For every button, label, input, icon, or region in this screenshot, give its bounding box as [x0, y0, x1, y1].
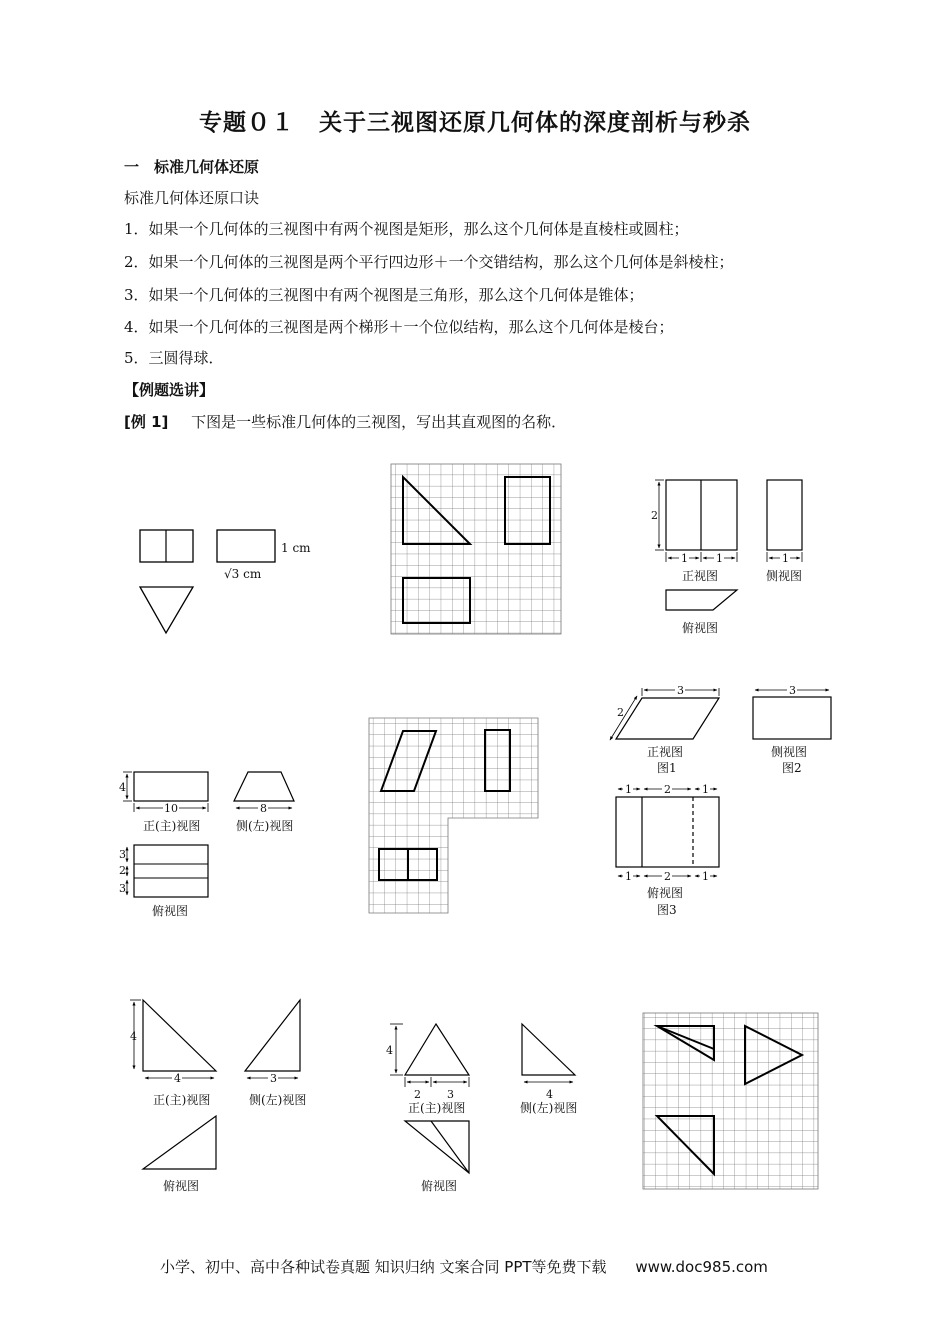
- section-heading: 一 标准几何体还原: [124, 158, 260, 176]
- f8-b: 3: [447, 1088, 454, 1101]
- f6-c: 1: [702, 783, 709, 796]
- f7-front: [143, 1000, 216, 1071]
- f7-top: [143, 1116, 216, 1169]
- f5-grid: [369, 718, 538, 913]
- f7-front-label: 正(主)视图: [153, 1093, 211, 1107]
- f8-h: 4: [386, 1044, 393, 1057]
- figure-6: [610, 684, 831, 917]
- f6-slant: 2: [617, 706, 624, 719]
- f6-fig3: 图3: [657, 903, 677, 917]
- f4-front: [134, 772, 208, 801]
- f6-sw: 3: [789, 684, 796, 697]
- f7-side: [245, 1000, 300, 1071]
- f6-e: 2: [664, 870, 671, 883]
- f1-dim-height: 1 cm: [281, 541, 311, 555]
- f8-a: 2: [414, 1088, 421, 1101]
- figure-3: [651, 480, 802, 635]
- f3-top: [666, 590, 737, 610]
- f6-front: [616, 698, 719, 739]
- f4-t3: 3: [119, 882, 126, 895]
- f7-top-label: 俯视图: [163, 1179, 200, 1193]
- f6-front-label: 正视图: [647, 745, 684, 759]
- f6-top-label: 俯视图: [647, 886, 684, 900]
- f4-t1: 3: [119, 848, 126, 861]
- f6-fig2: 图2: [782, 761, 802, 775]
- f4-side-label: 侧(左)视图: [236, 819, 294, 833]
- f8-front-label: 正(主)视图: [408, 1101, 466, 1115]
- f7-s: 3: [270, 1072, 277, 1085]
- f6-side: [753, 697, 831, 739]
- f6-side-label: 侧视图: [771, 745, 808, 759]
- f6-a: 1: [625, 783, 632, 796]
- f3-side: [767, 480, 802, 550]
- f1-dim-width: √3 cm: [224, 567, 262, 581]
- f7-h: 4: [130, 1030, 137, 1043]
- f3-top-label: 俯视图: [682, 621, 719, 635]
- figure-8: [386, 1024, 577, 1193]
- f8-side-label: 侧(左)视图: [520, 1101, 578, 1115]
- f6-b: 2: [664, 783, 671, 796]
- examples-heading: 【例题选讲】: [124, 381, 215, 399]
- f1-top-triangle: [140, 587, 193, 633]
- figure-9: [643, 1013, 818, 1189]
- rule-5: 5．三圆得球．: [124, 349, 224, 367]
- f3-w2: 1: [716, 552, 723, 565]
- f4-side: [234, 772, 294, 801]
- f6-fig1: 图1: [657, 761, 677, 775]
- f6-top: [616, 797, 719, 867]
- f3-w3: 1: [782, 552, 789, 565]
- f4-top-label: 俯视图: [152, 904, 189, 918]
- f3-height: 2: [651, 509, 658, 522]
- footer-text: 小学、初中、高中各种试卷真题 知识归纳 文案合同 PPT等免费下载: [160, 1258, 607, 1276]
- f6-w: 3: [677, 684, 684, 697]
- f6-d: 1: [625, 870, 632, 883]
- f7-w: 4: [174, 1072, 181, 1085]
- f9-grid: [643, 1013, 818, 1189]
- footer-link[interactable]: www.doc985.com: [635, 1258, 768, 1276]
- figure-4: [119, 772, 294, 918]
- rule-2: 2．如果一个几何体的三视图是两个平行四边形＋一个交错结构，那么这个几何体是斜棱柱；: [124, 253, 734, 271]
- f4-h: 4: [119, 781, 126, 794]
- figure-7: [130, 1000, 306, 1193]
- mnemonic-title: 标准几何体还原口诀: [124, 189, 260, 207]
- f4-w: 10: [164, 802, 178, 815]
- f4-top: [134, 845, 208, 897]
- example-text: 下图是一些标准几何体的三视图，写出其直观图的名称．: [191, 413, 567, 431]
- f1-side-rect: [217, 530, 275, 562]
- example-label: [例 1]: [124, 413, 169, 431]
- f8-side: [522, 1024, 575, 1075]
- figure-2: [391, 464, 561, 634]
- rule-4: 4．如果一个几何体的三视图是两个梯形＋一个位似结构，那么这个几何体是棱台；: [124, 318, 674, 336]
- f7-side-label: 侧(左)视图: [249, 1093, 307, 1107]
- rule-1: 1．如果一个几何体的三视图中有两个视图是矩形，那么这个几何体是直棱柱或圆柱；: [124, 220, 689, 238]
- f8-top-label: 俯视图: [421, 1179, 458, 1193]
- f4-t2: 2: [119, 864, 126, 877]
- f4-s: 8: [260, 802, 267, 815]
- f3-front-label: 正视图: [682, 569, 719, 583]
- f4-front-label: 正(主)视图: [143, 819, 201, 833]
- f8-front: [405, 1024, 469, 1075]
- footer: [160, 1256, 768, 1277]
- f6-f: 1: [702, 870, 709, 883]
- page-title: 专题０１ 关于三视图还原几何体的深度剖析与秒杀: [199, 110, 751, 136]
- figure-1: [140, 530, 311, 633]
- f8-s: 4: [546, 1088, 553, 1101]
- f3-side-label: 侧视图: [766, 569, 803, 583]
- figure-5: [369, 718, 538, 913]
- f3-w1: 1: [681, 552, 688, 565]
- rule-3: 3．如果一个几何体的三视图中有两个视图是三角形，那么这个几何体是锥体；: [124, 286, 644, 304]
